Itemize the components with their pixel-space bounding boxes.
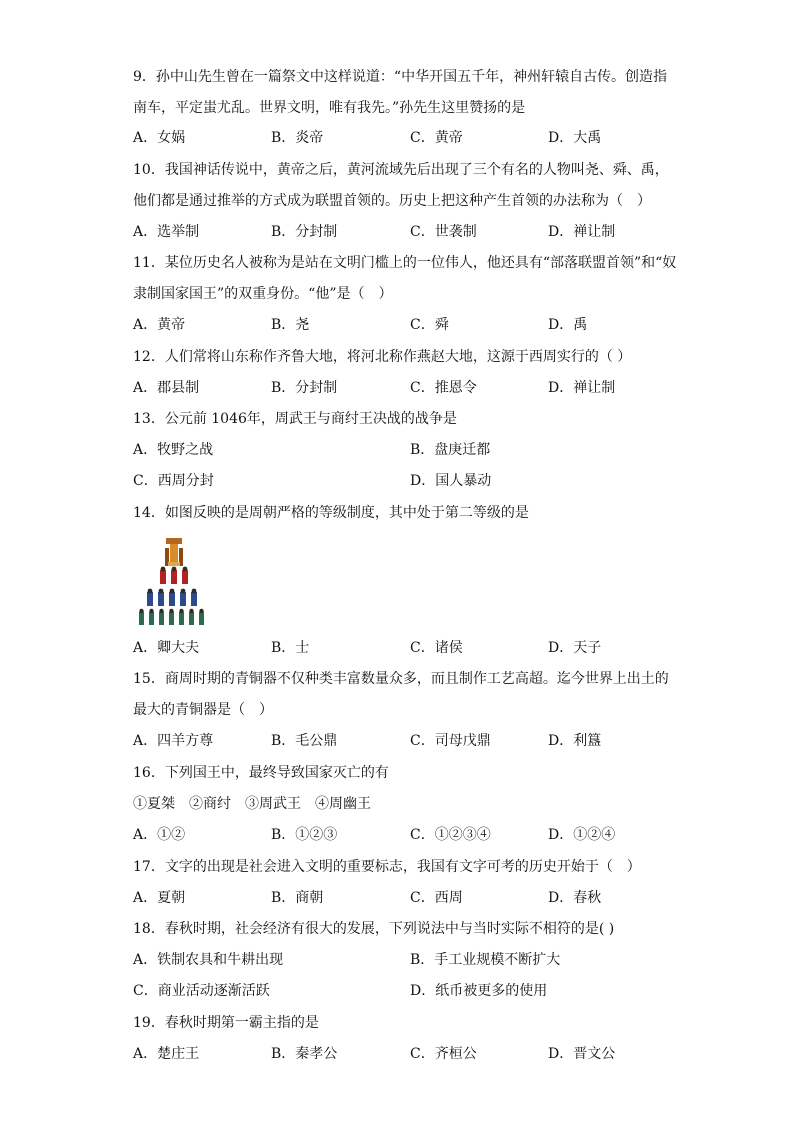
- question-18-option-c: C．商业活动逐渐活跃: [133, 983, 270, 999]
- question-9-line-1: 9．孙中山先生曾在一篇祭文中这样说道：“中华开国五千年，神州轩辕自古传。创造指: [133, 69, 668, 85]
- question-13-option-a: A．牧野之战: [133, 442, 214, 458]
- question-14-line-1: 14．如图反映的是周朝严格的等级制度，其中处于第二等级的是: [133, 505, 529, 521]
- question-19-option-c: C．齐桓公: [410, 1046, 477, 1062]
- question-12-line-1: 12．人们常将山东称作齐鲁大地，将河北称作燕赵大地，这源于西周实行的（ ）: [133, 349, 632, 365]
- question-16-option-c: C．①②③④: [410, 827, 491, 843]
- hierarchy-pyramid-figure: [136, 536, 212, 628]
- question-19-line-1: 19．春秋时期第一霸主指的是: [133, 1015, 319, 1031]
- question-16-option-b: B．①②③: [271, 827, 338, 843]
- question-19-option-d: D．晋文公: [548, 1046, 616, 1062]
- question-9-line-2: 南车，平定蚩尤乱。世界文明，唯有我先。”孙先生这里赞扬的是: [133, 100, 526, 116]
- tier-3-figures: [147, 589, 197, 606]
- question-15-option-d: D．利簋: [548, 733, 602, 749]
- question-11-option-d: D．禹: [548, 317, 588, 333]
- question-9-option-c: C．黄帝: [410, 130, 463, 146]
- question-9-option-a: A．女娲: [133, 130, 186, 146]
- tier-4-figures: [139, 609, 204, 625]
- question-10-line-1: 10．我国神话传说中，黄帝之后，黄河流域先后出现了三个有名的人物叫尧、舜、禹，: [133, 162, 669, 178]
- question-16-line-2: ①夏桀 ②商纣 ③周武王 ④周幽王: [133, 796, 371, 812]
- question-16-option-a: A．①②: [133, 827, 186, 843]
- question-17-option-b: B．商朝: [271, 890, 324, 906]
- question-17-line-1: 17．文字的出现是社会进入文明的重要标志，我国有文字可考的历史开始于（ ）: [133, 859, 641, 875]
- question-12-option-a: A．郡县制: [133, 380, 200, 396]
- question-11-option-b: B．尧: [271, 317, 310, 333]
- question-10-option-c: C．世袭制: [410, 224, 477, 240]
- question-9-option-b: B．炎帝: [271, 130, 324, 146]
- question-13-option-d: D．国人暴动: [410, 473, 492, 489]
- question-16-line-1: 16．下列国王中，最终导致国家灭亡的有: [133, 765, 389, 781]
- question-18-option-b: B．手工业规模不断扩大: [410, 952, 561, 968]
- question-13-option-c: C．西周分封: [133, 473, 214, 489]
- question-19-option-a: A．楚庄王: [133, 1046, 200, 1062]
- question-12-option-c: C．推恩令: [410, 380, 477, 396]
- question-18-option-d: D．纸币被更多的使用: [410, 983, 548, 999]
- question-18-option-a: A．铁制农具和牛耕出现: [133, 952, 284, 968]
- question-13-line-1: 13．公元前 1046年，周武王与商纣王决战的战争是: [133, 411, 457, 427]
- question-16-option-d: D．①②④: [548, 827, 616, 843]
- tier-1-figure: [165, 538, 183, 566]
- question-9-option-d: D．大禹: [548, 130, 602, 146]
- question-17-option-d: D．春秋: [548, 890, 602, 906]
- question-15-option-b: B．毛公鼎: [271, 733, 338, 749]
- question-10-line-2: 他们都是通过推举的方式成为联盟首领的。历史上把这种产生首领的办法称为（ ）: [133, 193, 651, 209]
- question-11-line-2: 隶制国家国王”的双重身份。“他”是（ ）: [133, 286, 393, 302]
- question-13-option-b: B．盘庚迁都: [410, 442, 491, 458]
- question-17-option-a: A．夏朝: [133, 890, 186, 906]
- question-15-line-1: 15．商周时期的青铜器不仅种类丰富数量众多，而且制作工艺高超。迄今世界上出土的: [133, 671, 669, 687]
- question-11-option-a: A．黄帝: [133, 317, 186, 333]
- question-15-option-c: C．司母戊鼎: [410, 733, 491, 749]
- question-15-option-a: A．四羊方尊: [133, 733, 214, 749]
- question-14-option-b: B．士: [271, 640, 310, 656]
- question-11-line-1: 11．某位历史名人被称为是站在文明门槛上的一位伟人，他还具有“部落联盟首领”和“奴: [133, 255, 677, 271]
- question-10-option-b: B．分封制: [271, 224, 338, 240]
- question-14-option-c: C．诸侯: [410, 640, 463, 656]
- question-10-option-a: A．选举制: [133, 224, 200, 240]
- tier-2-figures: [160, 567, 188, 584]
- question-12-option-b: B．分封制: [271, 380, 338, 396]
- question-14-option-d: D．天子: [548, 640, 602, 656]
- question-14-option-a: A．卿大夫: [133, 640, 200, 656]
- question-17-option-c: C．西周: [410, 890, 463, 906]
- question-15-line-2: 最大的青铜器是（ ）: [133, 702, 273, 718]
- question-19-option-b: B．秦孝公: [271, 1046, 338, 1062]
- question-10-option-d: D．禅让制: [548, 224, 616, 240]
- question-11-option-c: C．舜: [410, 317, 449, 333]
- question-12-option-d: D．禅让制: [548, 380, 616, 396]
- question-18-line-1: 18．春秋时期，社会经济有很大的发展，下列说法中与当时实际不相符的是( ): [133, 921, 615, 937]
